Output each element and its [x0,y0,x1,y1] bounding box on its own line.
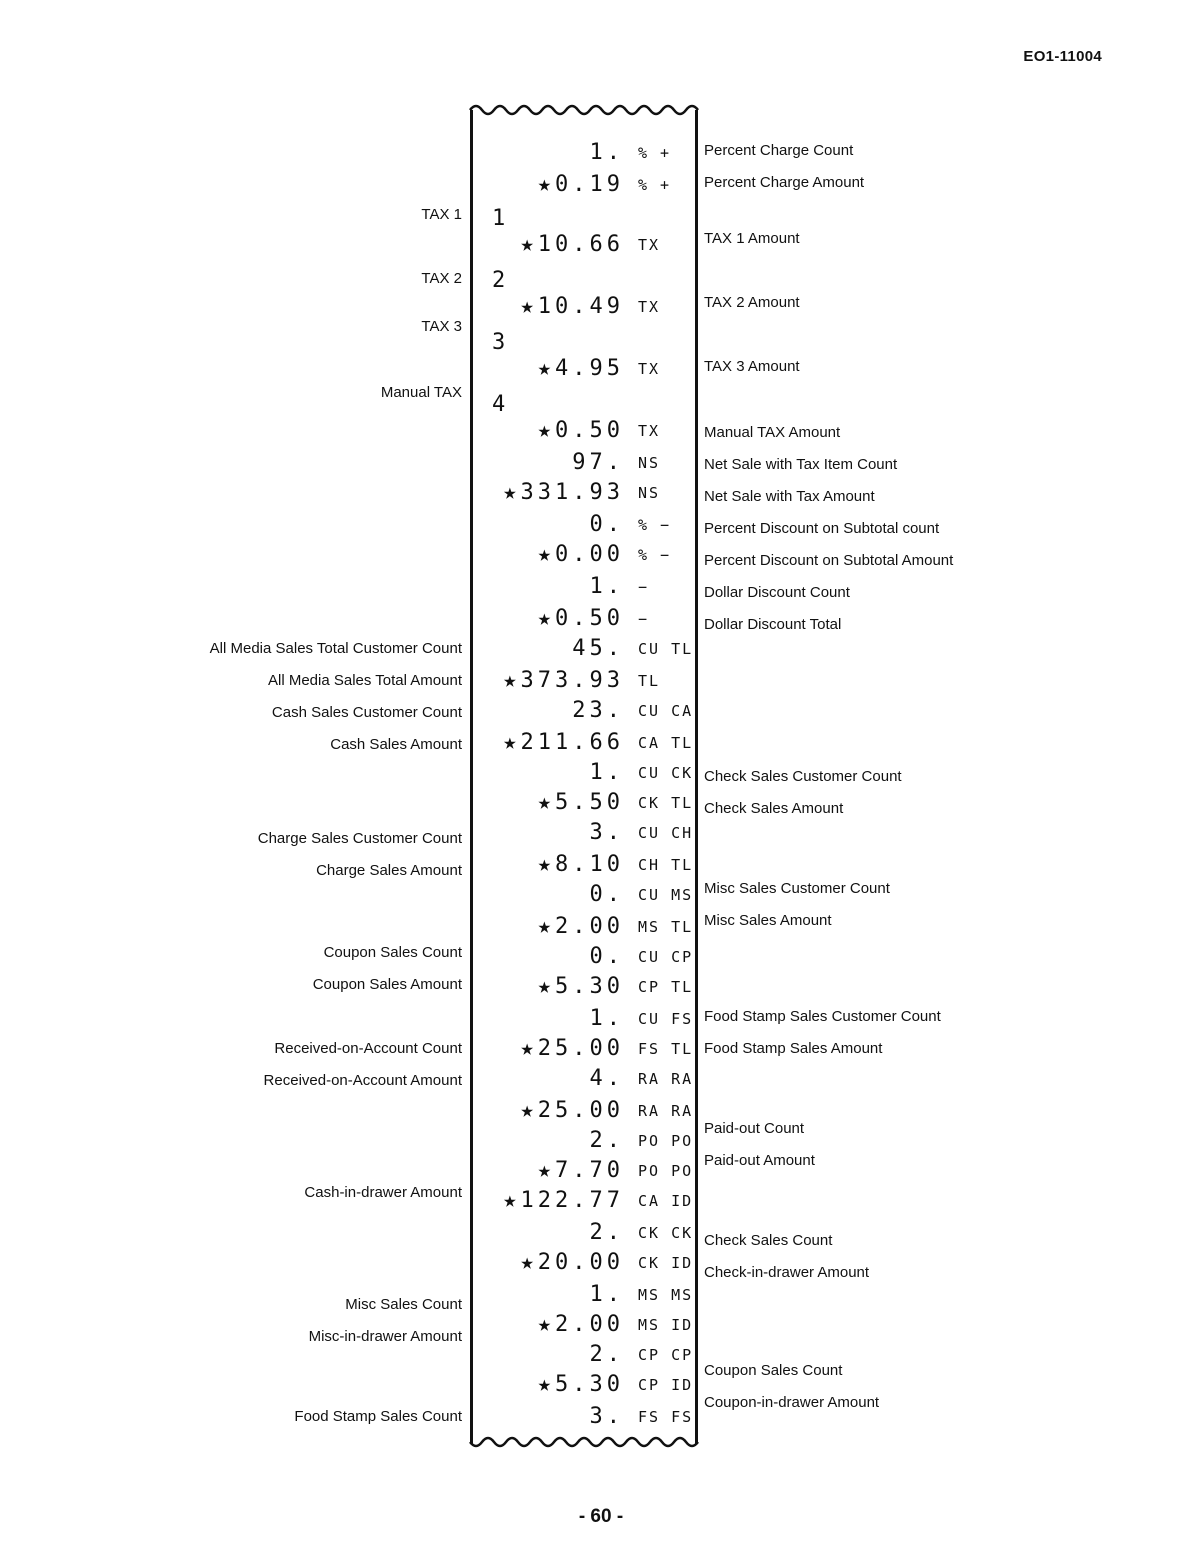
right-annotation-label: Check-in-drawer Amount [704,1264,870,1281]
right-annotation-label: Coupon-in-drawer Amount [704,1394,880,1411]
receipt-value: ★0.50 [537,606,624,631]
right-annotation-label: TAX 3 Amount [704,358,800,375]
receipt-value: 2. [589,1342,624,1367]
left-annotation-label: Received-on-Account Count [274,1040,462,1057]
receipt-value: ★7.70 [537,1158,624,1183]
right-annotation-label: Coupon Sales Count [704,1362,843,1379]
receipt-code: CK TL [638,794,694,812]
receipt-code: PO PO [638,1132,694,1150]
receipt-value: ★211.66 [503,730,624,755]
receipt-value: ★5.50 [537,790,624,815]
receipt-value: ★2.00 [537,1312,624,1337]
right-annotation-label: Misc Sales Amount [704,912,832,929]
receipt-code: CP TL [638,978,694,996]
receipt-value: ★20.00 [520,1250,624,1275]
document-id: EO1-11004 [1023,48,1102,65]
receipt-value: 4. [589,1066,624,1091]
receipt-value: ★5.30 [537,974,624,999]
receipt-code: CK CK [638,1224,694,1242]
receipt-value: ★122.77 [503,1188,624,1213]
receipt-code: CA ID [638,1192,694,1210]
left-annotation-label: Received-on-Account Amount [263,1072,462,1089]
receipt-code: TX [638,298,661,316]
receipt-value: 3. [589,1404,624,1429]
receipt-code: FS TL [638,1040,694,1058]
receipt-code: MS TL [638,918,694,936]
receipt-value: ★2.00 [537,914,624,939]
right-annotation-label: TAX 2 Amount [704,294,800,311]
receipt-code: CH TL [638,856,694,874]
receipt-value: 1. [589,140,624,165]
receipt-code: % − [638,516,672,534]
left-annotation-label: Misc-in-drawer Amount [308,1328,462,1345]
right-annotation-label: Misc Sales Customer Count [704,880,890,897]
receipt-value: 2. [589,1220,624,1245]
receipt-code: TX [638,236,661,254]
receipt-code: % + [638,176,672,194]
receipt-value: ★331.93 [503,480,624,505]
receipt-code: % − [638,546,672,564]
receipt-code: TX [638,360,661,378]
right-annotation-label: Percent Discount on Subtotal Amount [704,552,954,569]
receipt-value: ★0.00 [537,542,624,567]
right-annotation-label: Paid-out Amount [704,1152,815,1169]
left-annotation-label: All Media Sales Total Customer Count [209,640,462,657]
receipt-code: CU CA [638,702,694,720]
receipt-code: NS [638,454,661,472]
receipt-value: 1. [589,1282,624,1307]
receipt-code: − [638,578,650,596]
right-annotation-label: Check Sales Customer Count [704,768,902,785]
receipt-value: ★373.93 [503,668,624,693]
receipt-value: ★25.00 [520,1098,624,1123]
receipt-value: ★0.50 [537,418,624,443]
receipt-code: MS ID [638,1316,694,1334]
receipt-code: − [638,610,650,628]
receipt-value: 45. [572,636,624,661]
receipt-value: ★25.00 [520,1036,624,1061]
receipt-value: 97. [572,450,624,475]
receipt-value: 1. [589,760,624,785]
receipt-value: ★10.66 [520,232,624,257]
receipt-value: ★4.95 [537,356,624,381]
left-annotation-label: Coupon Sales Amount [312,976,462,993]
right-annotation-label: TAX 1 Amount [704,230,800,247]
receipt-value: ★5.30 [537,1372,624,1397]
right-annotation-label: Paid-out Count [704,1120,805,1137]
left-annotation-label: Food Stamp Sales Count [294,1408,462,1425]
left-annotation-label: Cash-in-drawer Amount [304,1184,462,1201]
receipt-value: 0. [589,944,624,969]
receipt-value: 0. [589,512,624,537]
receipt-code: CU TL [638,640,694,658]
receipt-code: NS [638,484,661,502]
tax-number: 2 [492,268,506,293]
receipt-code: CU CH [638,824,694,842]
receipt-code: PO PO [638,1162,694,1180]
receipt-value: ★0.19 [537,172,624,197]
receipt-code: CK ID [638,1254,694,1272]
left-annotation-label: Charge Sales Amount [316,862,462,879]
receipt-value: 1. [589,1006,624,1031]
receipt-value: ★10.49 [520,294,624,319]
receipt-code: TX [638,422,661,440]
tax-number: 3 [492,330,506,355]
receipt-code: % + [638,144,672,162]
tax-number: 4 [492,392,506,417]
left-annotation-label: Cash Sales Amount [330,736,462,753]
tape-torn-edge-bottom [468,1436,700,1450]
receipt-code: MS MS [638,1286,694,1304]
left-annotation-label: Cash Sales Customer Count [271,704,462,721]
right-annotation-label: Check Sales Amount [704,800,844,817]
receipt-code: TL [638,672,661,690]
receipt-value: 0. [589,882,624,907]
left-annotation-label: TAX 2 [421,270,462,287]
page-number: - 60 - [578,1506,624,1527]
right-annotation-label: Dollar Discount Count [704,584,850,601]
left-annotation-label: Manual TAX [380,384,462,401]
receipt-code: RA RA [638,1102,694,1120]
right-annotation-label: Food Stamp Sales Amount [704,1040,883,1057]
receipt-code: CP CP [638,1346,694,1364]
right-annotation-label: Check Sales Count [704,1232,833,1249]
left-annotation-label: Coupon Sales Count [323,944,462,961]
right-annotation-label: Percent Charge Amount [704,174,865,191]
left-annotation-label: All Media Sales Total Amount [268,672,462,689]
left-annotation-label: Charge Sales Customer Count [257,830,462,847]
receipt-value: 23. [572,698,624,723]
receipt-value: 1. [589,574,624,599]
receipt-code: CU MS [638,886,694,904]
receipt-code: RA RA [638,1070,694,1088]
right-annotation-label: Percent Discount on Subtotal count [704,520,940,537]
tax-number: 1 [492,206,506,231]
receipt-code: CA TL [638,734,694,752]
right-annotation-label: Percent Charge Count [704,142,854,159]
receipt-value: 2. [589,1128,624,1153]
right-annotation-label: Net Sale with Tax Amount [704,488,875,505]
receipt-code: CU CP [638,948,694,966]
receipt-code: CU FS [638,1010,694,1028]
right-annotation-label: Manual TAX Amount [704,424,841,441]
left-annotation-label: Misc Sales Count [345,1296,462,1313]
left-annotation-label: TAX 3 [421,318,462,335]
receipt-value: ★8.10 [537,852,624,877]
receipt-code: CP ID [638,1376,694,1394]
receipt-code: FS FS [638,1408,694,1426]
right-annotation-label: Dollar Discount Total [704,616,842,633]
right-annotation-label: Net Sale with Tax Item Count [704,456,898,473]
receipt-value: 3. [589,820,624,845]
left-annotation-label: TAX 1 [421,206,462,223]
receipt-code: CU CK [638,764,694,782]
right-annotation-label: Food Stamp Sales Customer Count [704,1008,941,1025]
